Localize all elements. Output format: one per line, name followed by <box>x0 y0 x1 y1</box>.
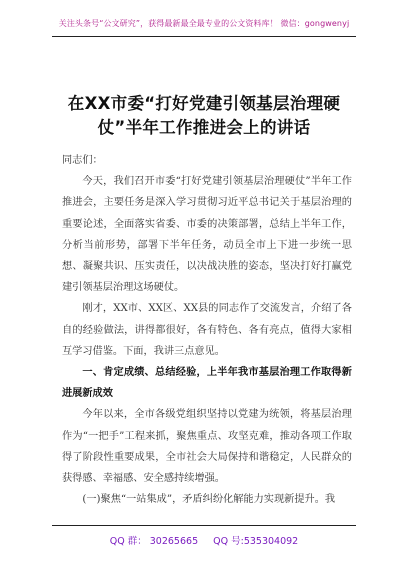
subheading-1: (一)聚焦“一站集成”，矛盾纠纷化解能力实现新提升。我 <box>82 494 336 506</box>
header-divider <box>52 36 356 37</box>
paragraph-1: 今天，我们召开市委“打好党建引领基层治理硬仗”半年工作推进会，主要任务是深入学习贯彻习近平总书记关于基层治理的重要论述，全面落实省委、市委的决策部署，总结上半年工作，分析当前形势，部署下半年任务，动员全市上下进一步统一思想、凝聚共识、压实责任，以决战决胜的姿态，坚决打好打赢党建引领基层治理这场硬仗。 <box>62 176 352 294</box>
footer <box>0 533 408 547</box>
footer-qq-number: QQ 号:535304092 <box>213 536 299 547</box>
document-title: 在XX市委“打好党建引领基层治理硬仗”半年工作推进会上的讲话 <box>67 94 341 137</box>
paragraph-3: 今年以来，全市各级党组织坚持以党建为统领，将基层治理作为“一把手”工程来抓，聚焦重点、攻坚克难，推动各项工作取得了阶段性重要成果，全市社会大局保持和谐稳定，人民群众的获得感、幸福感、安全感持续增强。 <box>62 409 352 485</box>
footer-divider <box>52 525 356 526</box>
section-heading-1: 一、肯定成绩、总结经验，上半年我市基层治理工作取得新进展新成效 <box>62 366 352 400</box>
document-body <box>62 148 352 510</box>
greeting: 同志们： <box>62 155 103 166</box>
paragraph-2: 刚才，XX市、XX区、XX县的同志作了交流发言，介绍了各自的经验做法，讲得都很好，各有特色、各有亮点，值得大家相互学习借鉴。下面，我讲三点意见。 <box>62 303 352 357</box>
header-note: 关注头条号“公文研究”，获得最新最全最专业的公文资料库！ 微信：gongwenyj <box>58 19 350 28</box>
footer-qq-group: QQ 群： 30265665 <box>109 536 199 547</box>
